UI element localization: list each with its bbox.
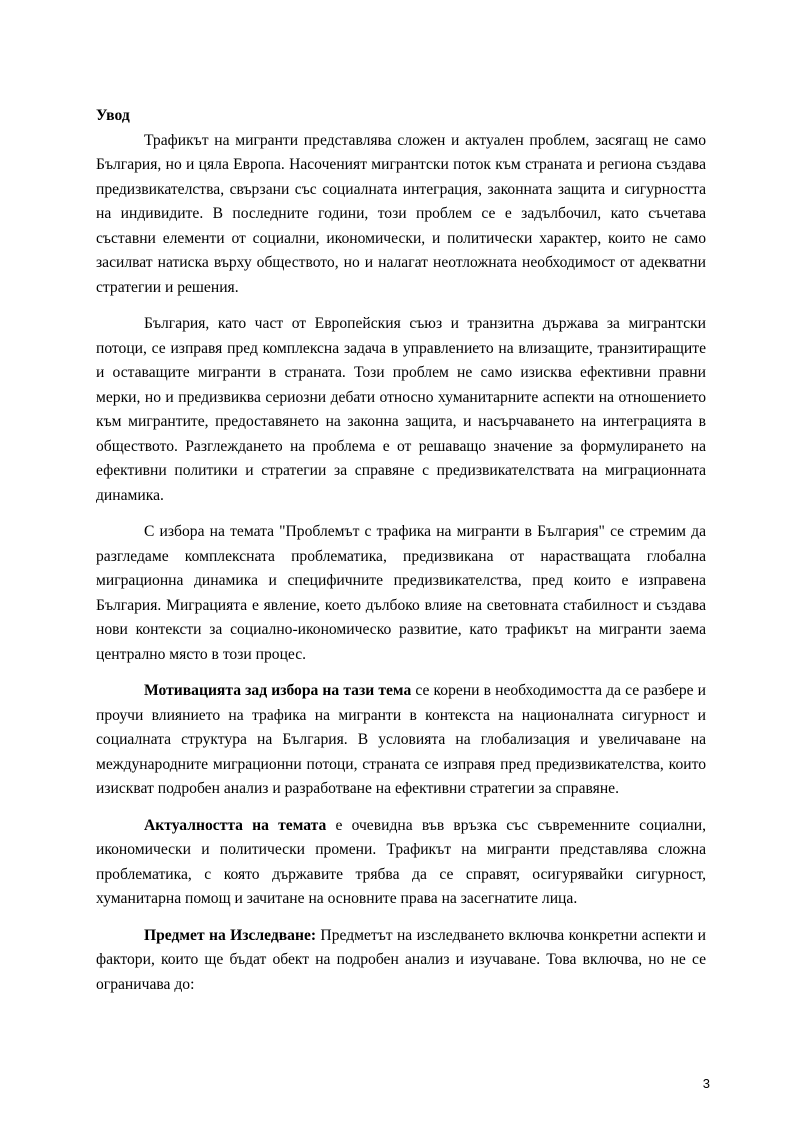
paragraph-relevance [96, 814, 706, 912]
paragraph-text: се корени в необходимостта да се разбере и проучи влиянието на трафика на мигранти в контекста на националната сигурност и социалната структура на България. В условията на глобализация и увеличаване на международните миграционни потоци, страната се изправя пред предизвикателства, които изискват подробен анализ и разработване на ефективни стратегии за справяне. [96, 682, 706, 797]
paragraph-motivation [96, 679, 706, 802]
body-text [96, 104, 706, 997]
paragraph-intro [96, 129, 706, 301]
paragraph-text: е очевидна във връзка със съвременните социални, икономически и политически промени. Трафикът на мигранти представлява сложна проблематика, с която държавите трябва да се справят, осигурявайки сигурност, хуманитарна помощ и зачитане на основните права на засегнатите лица. [96, 816, 706, 907]
paragraph-lead: Актуалността на темата [144, 816, 327, 834]
section-heading: Увод [96, 107, 130, 124]
paragraph-text: С избора на темата "Проблемът с трафика на мигранти в България" се стремим да разгледаме комплексната проблематика, предизвикана от нарастващата глобална миграционна динамика и специфичните предизвикателства, пред които е изправена България. Миграцията е явление, което дълбоко влияе на световната стабилност и създава нови контексти за социално-икономическо развитие, като трафикът на мигранти заема централно място в този процес. [96, 523, 706, 663]
paragraph-lead: Предмет на Изследване: [144, 926, 317, 944]
paragraph-text: Предметът на изследването включва конкретни аспекти и фактори, които ще бъдат обект на подробен анализ и изучаване. Това включва, но не се ограничава до: [96, 926, 706, 993]
paragraph-text: Трафикът на мигранти представлява сложен и актуален проблем, засягащ не само България, но и цяла Европа. Насоченият мигрантски поток към страната и региона създава предизвикателства, свързани със социалната интеграция, законната защита и сигурността на индивидите. В последните години, този проблем се е задълбочил, като съчетава съставни елементи от социални, икономически, и политически характер, които не само засилват натиска върху обществото, но и налагат неотложната необходимост от адекватни стратегии и решения. [96, 131, 706, 296]
paragraph-bulgaria [96, 312, 706, 508]
paragraph-text: България, като част от Европейския съюз и транзитна държава за мигрантски потоци, се изправя пред комплексна задача в управлението на влизащите, транзитиращите и оставащите мигранти в страната. Този проблем не само изисква ефективни правни мерки, но и предизвиква сериозни дебати относно хуманитарните аспекти на отношението към мигрантите, предоставянето на законна защита, и насърчаването на интеграцията в обществото. Разглеждането на проблема е от решаващо значение за формулирането на ефективни политики и стратегии за справяне с предизвикателствата на миграционната динамика. [96, 315, 706, 504]
paragraph-lead: Мотивацията зад избора на тази тема [144, 682, 412, 699]
page-number: 3 [702, 1076, 710, 1091]
paragraph-research-subject [96, 924, 706, 998]
paragraph-topic-choice [96, 520, 706, 667]
